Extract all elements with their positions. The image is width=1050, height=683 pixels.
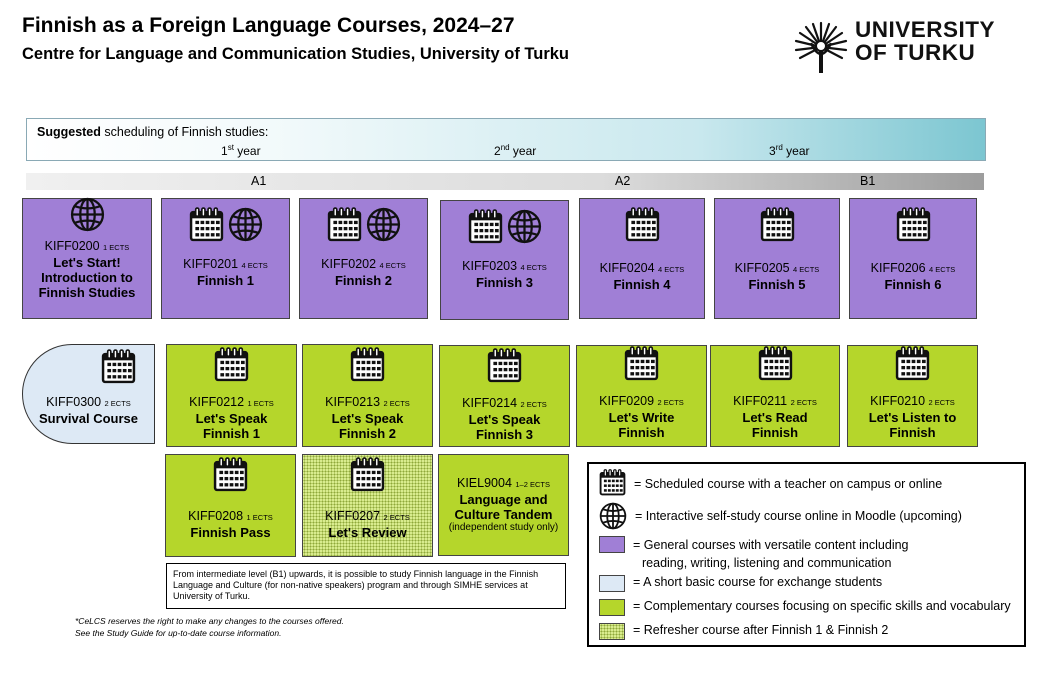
course-card-kiff0214[interactable] <box>439 345 570 447</box>
course-card-kiff0207[interactable] <box>302 454 433 557</box>
level-bar <box>26 173 984 190</box>
globe-icon <box>599 502 627 533</box>
calendar-icon <box>599 469 626 499</box>
course-ects: 4 ECTS <box>241 261 268 270</box>
course-card-kiff0209[interactable] <box>576 345 707 447</box>
course-code: KIFF0200 <box>44 239 100 253</box>
purple-swatch <box>599 536 625 553</box>
legend-item-general: = General courses with versatile content including reading, writing, listening and communication <box>599 536 909 572</box>
course-code: KIFF0203 <box>462 259 518 273</box>
globe-icon <box>507 209 542 249</box>
globe-icon <box>228 207 263 247</box>
course-name: Let's Speak Finnish 1 <box>195 411 268 441</box>
course-name: Finnish 1 <box>196 273 255 288</box>
course-card-kiff0212[interactable] <box>166 344 297 447</box>
calendar-icon <box>350 347 385 387</box>
legend <box>587 462 1026 647</box>
calendar-icon <box>624 346 659 386</box>
course-ects: 2 ECTS <box>520 400 547 409</box>
logo-text-line1: UNIVERSITY <box>855 17 996 42</box>
course-name: Let's Speak Finnish 2 <box>331 411 404 441</box>
course-card-kiff0211[interactable] <box>710 345 840 447</box>
calendar-icon <box>895 346 930 386</box>
calendar-icon <box>101 349 136 389</box>
course-code: KIFF0212 <box>189 395 245 409</box>
course-ects: 2 ECTS <box>383 513 410 522</box>
course-code: KIFF0211 <box>733 394 788 408</box>
course-name: Language and Culture Tandem <box>454 492 553 522</box>
b1-note: From intermediate level (B1) upwards, it is possible to study Finnish language in the Finnish Language and Culture (for non-native speakers) program and through SIMHE services at University of Turku. <box>166 563 566 609</box>
course-name: Survival Course <box>39 411 138 426</box>
calendar-icon <box>487 348 522 388</box>
course-note: (independent study only) <box>448 522 559 533</box>
course-name: Finnish Pass <box>190 525 271 540</box>
course-card-kiff0213[interactable] <box>302 344 433 447</box>
course-ects: 2 ECTS <box>928 398 955 407</box>
course-card-kiff0202[interactable] <box>299 198 428 319</box>
course-name: Let's Speak Finnish 3 <box>468 412 541 442</box>
course-ects: 2 ECTS <box>383 399 410 408</box>
course-name: Finnish 6 <box>884 277 942 292</box>
dotted-swatch <box>599 623 625 640</box>
course-code: KIFF0205 <box>734 261 790 275</box>
course-card-kiff0210[interactable] <box>847 345 978 447</box>
calendar-icon <box>327 207 362 247</box>
course-card-kiff0300[interactable] <box>22 344 155 444</box>
course-ects: 2 ECTS <box>790 398 817 407</box>
logo-text-line2: OF TURKU <box>855 40 976 65</box>
course-name: Let's Start! Introduction to Finnish Studies <box>38 255 136 300</box>
page-subtitle: Centre for Language and Communication Studies, University of Turku <box>22 45 570 63</box>
course-code: KIFF0204 <box>599 261 655 275</box>
footnote: *CeLCS reserves the right to make any changes to the courses offered. See the Study Guide for up-to-date course information. <box>75 616 344 638</box>
schedule-timeline <box>26 118 986 161</box>
course-ects: 1–2 ECTS <box>515 480 550 489</box>
course-name: Let's Write Finnish <box>608 410 675 440</box>
torch-emblem-icon <box>793 17 849 77</box>
course-ects: 2 ECTS <box>657 398 684 407</box>
course-ects: 4 ECTS <box>520 263 547 272</box>
calendar-icon <box>468 209 503 249</box>
course-card-kiff0204[interactable] <box>579 198 705 319</box>
legend-item-interactive: = Interactive self-study course online in Moodle (upcoming) <box>599 502 962 533</box>
year-2-label: 2nd year <box>494 143 537 158</box>
course-ects: 4 ECTS <box>793 265 820 274</box>
legend-item-basic: = A short basic course for exchange students <box>599 575 882 592</box>
calendar-icon <box>189 207 224 247</box>
calendar-icon <box>758 346 793 386</box>
course-ects: 1 ECTS <box>247 399 274 408</box>
calendar-icon <box>214 347 249 387</box>
lightblue-swatch <box>599 575 625 592</box>
course-card-kiff0203[interactable] <box>440 200 569 320</box>
course-code: KIFF0300 <box>46 395 102 409</box>
green-swatch <box>599 599 625 616</box>
level-a1: A1 <box>251 174 267 188</box>
course-ects: 2 ECTS <box>104 399 131 408</box>
course-code: KIFF0206 <box>870 261 926 275</box>
course-name: Finnish 4 <box>613 277 671 292</box>
globe-icon <box>366 207 401 247</box>
legend-item-complementary: = Complementary courses focusing on specific skills and vocabulary <box>599 599 1011 616</box>
course-name: Let's Read Finnish <box>742 410 808 440</box>
course-ects: 4 ECTS <box>379 261 406 270</box>
year-3-label: 3rd year <box>769 143 810 158</box>
calendar-icon <box>213 457 248 497</box>
globe-icon <box>70 197 105 237</box>
course-name: Finnish 3 <box>475 275 534 290</box>
course-code: KIEL9004 <box>456 476 512 490</box>
course-name: Finnish 2 <box>334 273 393 288</box>
course-code: KIFF0201 <box>183 257 239 271</box>
course-code: KIFF0202 <box>321 257 377 271</box>
course-card-kiel9004[interactable] <box>438 454 569 556</box>
legend-item-scheduled: = Scheduled course with a teacher on campus or online <box>599 469 942 499</box>
course-ects: 4 ECTS <box>658 265 685 274</box>
course-card-kiff0206[interactable] <box>849 198 977 319</box>
calendar-icon <box>350 457 385 497</box>
calendar-icon <box>896 207 931 247</box>
legend-item-refresher: = Refresher course after Finnish 1 & Finnish 2 <box>599 623 888 640</box>
course-card-kiff0200[interactable] <box>22 198 152 319</box>
level-a2: A2 <box>615 174 631 188</box>
university-logo <box>793 17 996 77</box>
calendar-icon <box>625 207 660 247</box>
course-card-kiff0201[interactable] <box>161 198 290 319</box>
course-ects: 4 ECTS <box>929 265 956 274</box>
page-title: Finnish as a Foreign Language Courses, 2024–27 <box>22 14 515 37</box>
course-name: Let's Review <box>328 525 407 540</box>
course-code: KIFF0208 <box>188 509 244 523</box>
level-b1: B1 <box>860 174 876 188</box>
course-name: Let's Listen to Finnish <box>868 410 957 440</box>
schedule-label: Suggested scheduling of Finnish studies: <box>37 125 269 139</box>
calendar-icon <box>760 207 795 247</box>
course-card-kiff0208[interactable] <box>165 454 296 557</box>
course-code: KIFF0214 <box>462 396 518 410</box>
course-code: KIFF0209 <box>599 394 655 408</box>
course-code: KIFF0207 <box>325 509 381 523</box>
year-1-label: 1st year <box>221 143 261 158</box>
course-name: Finnish 5 <box>748 277 806 292</box>
course-ects: 1 ECTS <box>103 243 130 252</box>
course-code: KIFF0213 <box>325 395 381 409</box>
course-card-kiff0205[interactable] <box>714 198 840 319</box>
course-ects: 1 ECTS <box>246 513 273 522</box>
course-code: KIFF0210 <box>870 394 926 408</box>
